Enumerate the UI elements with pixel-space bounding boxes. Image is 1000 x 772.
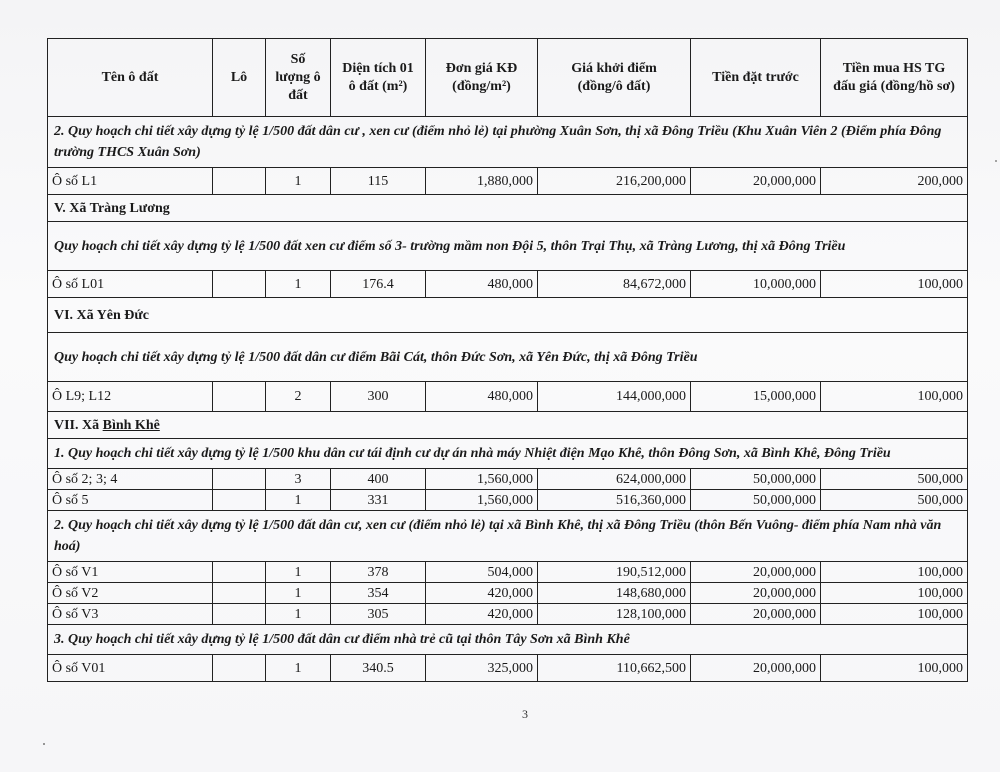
cell-lot	[213, 168, 266, 195]
plan-binh-khe-3: 3. Quy hoạch chi tiết xây dựng tỷ lệ 1/500 đất dân cư điểm nhà trẻ cũ tại thôn Tây Sơn xã Bình Khê	[48, 625, 968, 655]
header-quantity	[266, 39, 331, 117]
scan-speck	[995, 160, 997, 162]
cell-deposit: 50,000,000	[691, 469, 821, 490]
cell-start-price: 128,100,000	[538, 604, 691, 625]
page-number: 3	[522, 707, 528, 721]
scan-speck	[43, 743, 45, 745]
header-unit-price-line1: Đơn giá KĐ	[445, 60, 518, 76]
cell-start-price: 84,672,000	[538, 271, 691, 298]
cell-dossier-fee: 500,000	[821, 469, 968, 490]
header-deposit: Tiền đặt trước	[691, 39, 821, 117]
cell-start-price: 624,000,000	[538, 469, 691, 490]
header-land-name: Tên ô đất	[48, 39, 213, 117]
section-binh-khe-name: Bình Khê	[102, 417, 160, 433]
cell-quantity: 1	[266, 490, 331, 511]
cell-area: 300	[331, 382, 426, 412]
cell-dossier-fee: 100,000	[821, 583, 968, 604]
cell-dossier-fee: 200,000	[821, 168, 968, 195]
cell-quantity: 1	[266, 271, 331, 298]
cell-quantity: 1	[266, 168, 331, 195]
plan-row	[48, 222, 968, 271]
cell-quantity: 1	[266, 655, 331, 682]
cell-land-name: Ô số L1	[48, 168, 213, 195]
cell-unit-price: 1,560,000	[426, 469, 538, 490]
header-quantity-line1: Số	[290, 51, 306, 67]
plan-row	[48, 333, 968, 382]
cell-quantity: 1	[266, 604, 331, 625]
cell-start-price: 216,200,000	[538, 168, 691, 195]
cell-land-name: Ô số V01	[48, 655, 213, 682]
cell-deposit: 20,000,000	[691, 168, 821, 195]
section-binh-khe-prefix: VII. Xã	[54, 417, 103, 433]
cell-dossier-fee: 100,000	[821, 655, 968, 682]
header-area-line1: Diện tích 01	[342, 60, 414, 76]
cell-lot	[213, 469, 266, 490]
cell-start-price: 144,000,000	[538, 382, 691, 412]
header-quantity-line3: đất	[288, 87, 308, 103]
cell-deposit: 15,000,000	[691, 382, 821, 412]
table-row	[48, 271, 968, 298]
cell-start-price: 110,662,500	[538, 655, 691, 682]
table-row	[48, 469, 968, 490]
header-unit-price-line2: (đồng/m²)	[452, 78, 511, 94]
cell-deposit: 20,000,000	[691, 655, 821, 682]
table-row	[48, 382, 968, 412]
cell-start-price: 190,512,000	[538, 562, 691, 583]
cell-unit-price: 420,000	[426, 583, 538, 604]
cell-unit-price: 504,000	[426, 562, 538, 583]
cell-lot	[213, 271, 266, 298]
cell-area: 115	[331, 168, 426, 195]
cell-start-price: 148,680,000	[538, 583, 691, 604]
header-dossier-fee-line2: đấu giá (đồng/hồ sơ)	[833, 78, 955, 94]
table-row	[48, 604, 968, 625]
plan-binh-khe-1: 1. Quy hoạch chi tiết xây dựng tỷ lệ 1/500 khu dân cư tái định cư dự án nhà máy Nhiệt điện Mạo Khê, thôn Đông Sơn, xã Bình Khê, Đông Triều	[48, 439, 968, 469]
header-dossier-fee-line1: Tiền mua HS TG	[842, 60, 946, 76]
cell-land-name: Ô L9; L12	[48, 382, 213, 412]
cell-start-price: 516,360,000	[538, 490, 691, 511]
cell-quantity: 2	[266, 382, 331, 412]
plan-row	[48, 511, 968, 562]
header-area	[331, 39, 426, 117]
plan-row	[48, 439, 968, 469]
cell-unit-price: 480,000	[426, 271, 538, 298]
cell-unit-price: 1,880,000	[426, 168, 538, 195]
cell-unit-price: 1,560,000	[426, 490, 538, 511]
cell-quantity: 1	[266, 583, 331, 604]
plan-yen-duc: Quy hoạch chi tiết xây dựng tỷ lệ 1/500 đất dân cư điểm Bãi Cát, thôn Đức Sơn, xã Yên Đức, thị xã Đông Triều	[48, 333, 968, 382]
header-row	[48, 39, 968, 117]
land-auction-table	[47, 38, 968, 682]
section-yen-duc: VI. Xã Yên Đức	[48, 298, 968, 333]
header-start-price-line2: (đồng/ô đất)	[577, 78, 651, 94]
cell-deposit: 20,000,000	[691, 604, 821, 625]
cell-deposit: 20,000,000	[691, 583, 821, 604]
section-row	[48, 195, 968, 222]
cell-land-name: Ô số V1	[48, 562, 213, 583]
cell-lot	[213, 382, 266, 412]
cell-lot	[213, 583, 266, 604]
cell-area: 340.5	[331, 655, 426, 682]
header-unit-price	[426, 39, 538, 117]
cell-lot	[213, 490, 266, 511]
plan-binh-khe-2: 2. Quy hoạch chi tiết xây dựng tỷ lệ 1/500 đất dân cư, xen cư (điểm nhỏ lẻ) tại xã Bình Khê, thị xã Đông Triều (thôn Bến Vuông- điểm phía Nam nhà văn hoá)	[48, 511, 968, 562]
section-row	[48, 412, 968, 439]
cell-lot	[213, 604, 266, 625]
cell-area: 378	[331, 562, 426, 583]
cell-unit-price: 420,000	[426, 604, 538, 625]
table-row	[48, 562, 968, 583]
cell-land-name: Ô số V2	[48, 583, 213, 604]
cell-land-name: Ô số 5	[48, 490, 213, 511]
plan-row	[48, 117, 968, 168]
cell-quantity: 3	[266, 469, 331, 490]
cell-unit-price: 325,000	[426, 655, 538, 682]
cell-dossier-fee: 100,000	[821, 382, 968, 412]
section-row	[48, 298, 968, 333]
plan-row	[48, 625, 968, 655]
cell-dossier-fee: 100,000	[821, 271, 968, 298]
cell-lot	[213, 562, 266, 583]
plan-xuan-son: 2. Quy hoạch chi tiết xây dựng tỷ lệ 1/500 đất dân cư , xen cư (điểm nhỏ lẻ) tại phường Xuân Sơn, thị xã Đông Triều (Khu Xuân Viên 2 (Điểm phía Đông trường THCS Xuân Sơn)	[48, 117, 968, 168]
table-body	[48, 117, 968, 682]
table-row	[48, 168, 968, 195]
header-start-price	[538, 39, 691, 117]
cell-dossier-fee: 500,000	[821, 490, 968, 511]
cell-lot	[213, 655, 266, 682]
cell-dossier-fee: 100,000	[821, 562, 968, 583]
cell-deposit: 20,000,000	[691, 562, 821, 583]
cell-deposit: 50,000,000	[691, 490, 821, 511]
table-row	[48, 583, 968, 604]
plan-trang-luong: Quy hoạch chi tiết xây dựng tỷ lệ 1/500 đất xen cư điểm số 3- trường mầm non Đội 5, thôn Trại Thụ, xã Tràng Lương, thị xã Đông Triều	[48, 222, 968, 271]
header-area-line2: ô đất (m²)	[348, 78, 408, 94]
cell-land-name: Ô số V3	[48, 604, 213, 625]
section-trang-luong: V. Xã Tràng Lương	[48, 195, 968, 222]
cell-quantity: 1	[266, 562, 331, 583]
cell-land-name: Ô số 2; 3; 4	[48, 469, 213, 490]
cell-area: 354	[331, 583, 426, 604]
cell-unit-price: 480,000	[426, 382, 538, 412]
cell-dossier-fee: 100,000	[821, 604, 968, 625]
cell-area: 176.4	[331, 271, 426, 298]
cell-area: 331	[331, 490, 426, 511]
header-quantity-line2: lượng ô	[275, 69, 321, 85]
section-binh-khe	[48, 412, 968, 439]
cell-deposit: 10,000,000	[691, 271, 821, 298]
table-row	[48, 655, 968, 682]
header-dossier-fee	[821, 39, 968, 117]
header-start-price-line1: Giá khởi điểm	[571, 60, 657, 76]
cell-area: 305	[331, 604, 426, 625]
header-lot: Lô	[213, 39, 266, 117]
cell-land-name: Ô số L01	[48, 271, 213, 298]
cell-area: 400	[331, 469, 426, 490]
table-row	[48, 490, 968, 511]
